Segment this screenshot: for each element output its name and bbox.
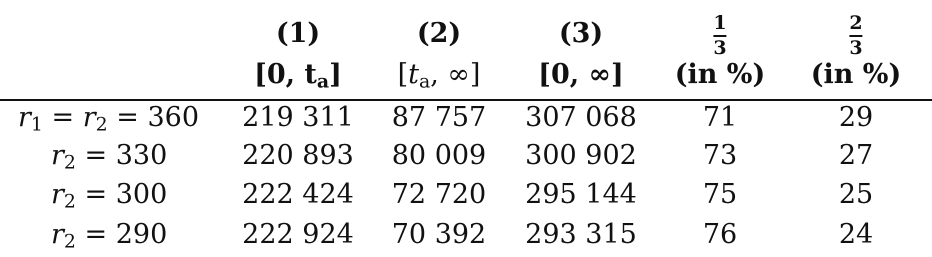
table-cell: 219 311	[242, 102, 354, 133]
table-cell: 220 893	[242, 140, 354, 171]
header-col2-range: [$t_a$, ∞]	[397, 59, 481, 93]
header-col1-range: [0, ta]	[254, 59, 342, 93]
table-cell: 87 757	[391, 102, 487, 133]
table-cell: 27	[838, 140, 874, 171]
row-label: $r_2 = 290$	[51, 219, 168, 253]
header-col3-range: [0, ∞]	[538, 59, 624, 90]
row-label: $r_2 = 300$	[51, 179, 168, 213]
table-cell: 72 720	[391, 179, 487, 210]
table-cell: 307 068	[525, 102, 637, 133]
table-cell: 71	[702, 102, 738, 133]
table-cell: 76	[702, 219, 738, 250]
table-cell: 293 315	[525, 219, 637, 250]
header-col2-number: (2)	[416, 18, 462, 49]
table-cell: 25	[838, 179, 874, 210]
table-cell: 80 009	[391, 140, 487, 171]
fraction-numerator: 1	[713, 12, 727, 34]
fraction-denominator: 3	[713, 37, 727, 59]
table-cell: 75	[702, 179, 738, 210]
table-cell: 24	[838, 219, 874, 250]
table-cell: 73	[702, 140, 738, 171]
table-cell: 222 424	[242, 179, 354, 210]
table-cell: 300 902	[525, 140, 637, 171]
header-col1-number: (1)	[275, 18, 321, 49]
row-label: $r_2 = 330$	[51, 140, 168, 174]
header-col5-fraction	[849, 14, 862, 58]
header-col5-unit: (in %)	[810, 59, 902, 90]
header-col3-number: (3)	[558, 18, 604, 49]
header-col4-unit: (in %)	[674, 59, 766, 90]
table-cell: 29	[838, 102, 874, 133]
header-rule	[0, 99, 932, 101]
row-label: $r_1 = r_2 = 360$	[18, 102, 200, 136]
table-cell: 222 924	[242, 219, 354, 250]
fraction-numerator: 2	[849, 12, 863, 34]
table-cell: 70 392	[391, 219, 487, 250]
header-col4-fraction	[713, 14, 726, 58]
fraction-denominator: 3	[849, 37, 863, 59]
table-cell: 295 144	[525, 179, 637, 210]
